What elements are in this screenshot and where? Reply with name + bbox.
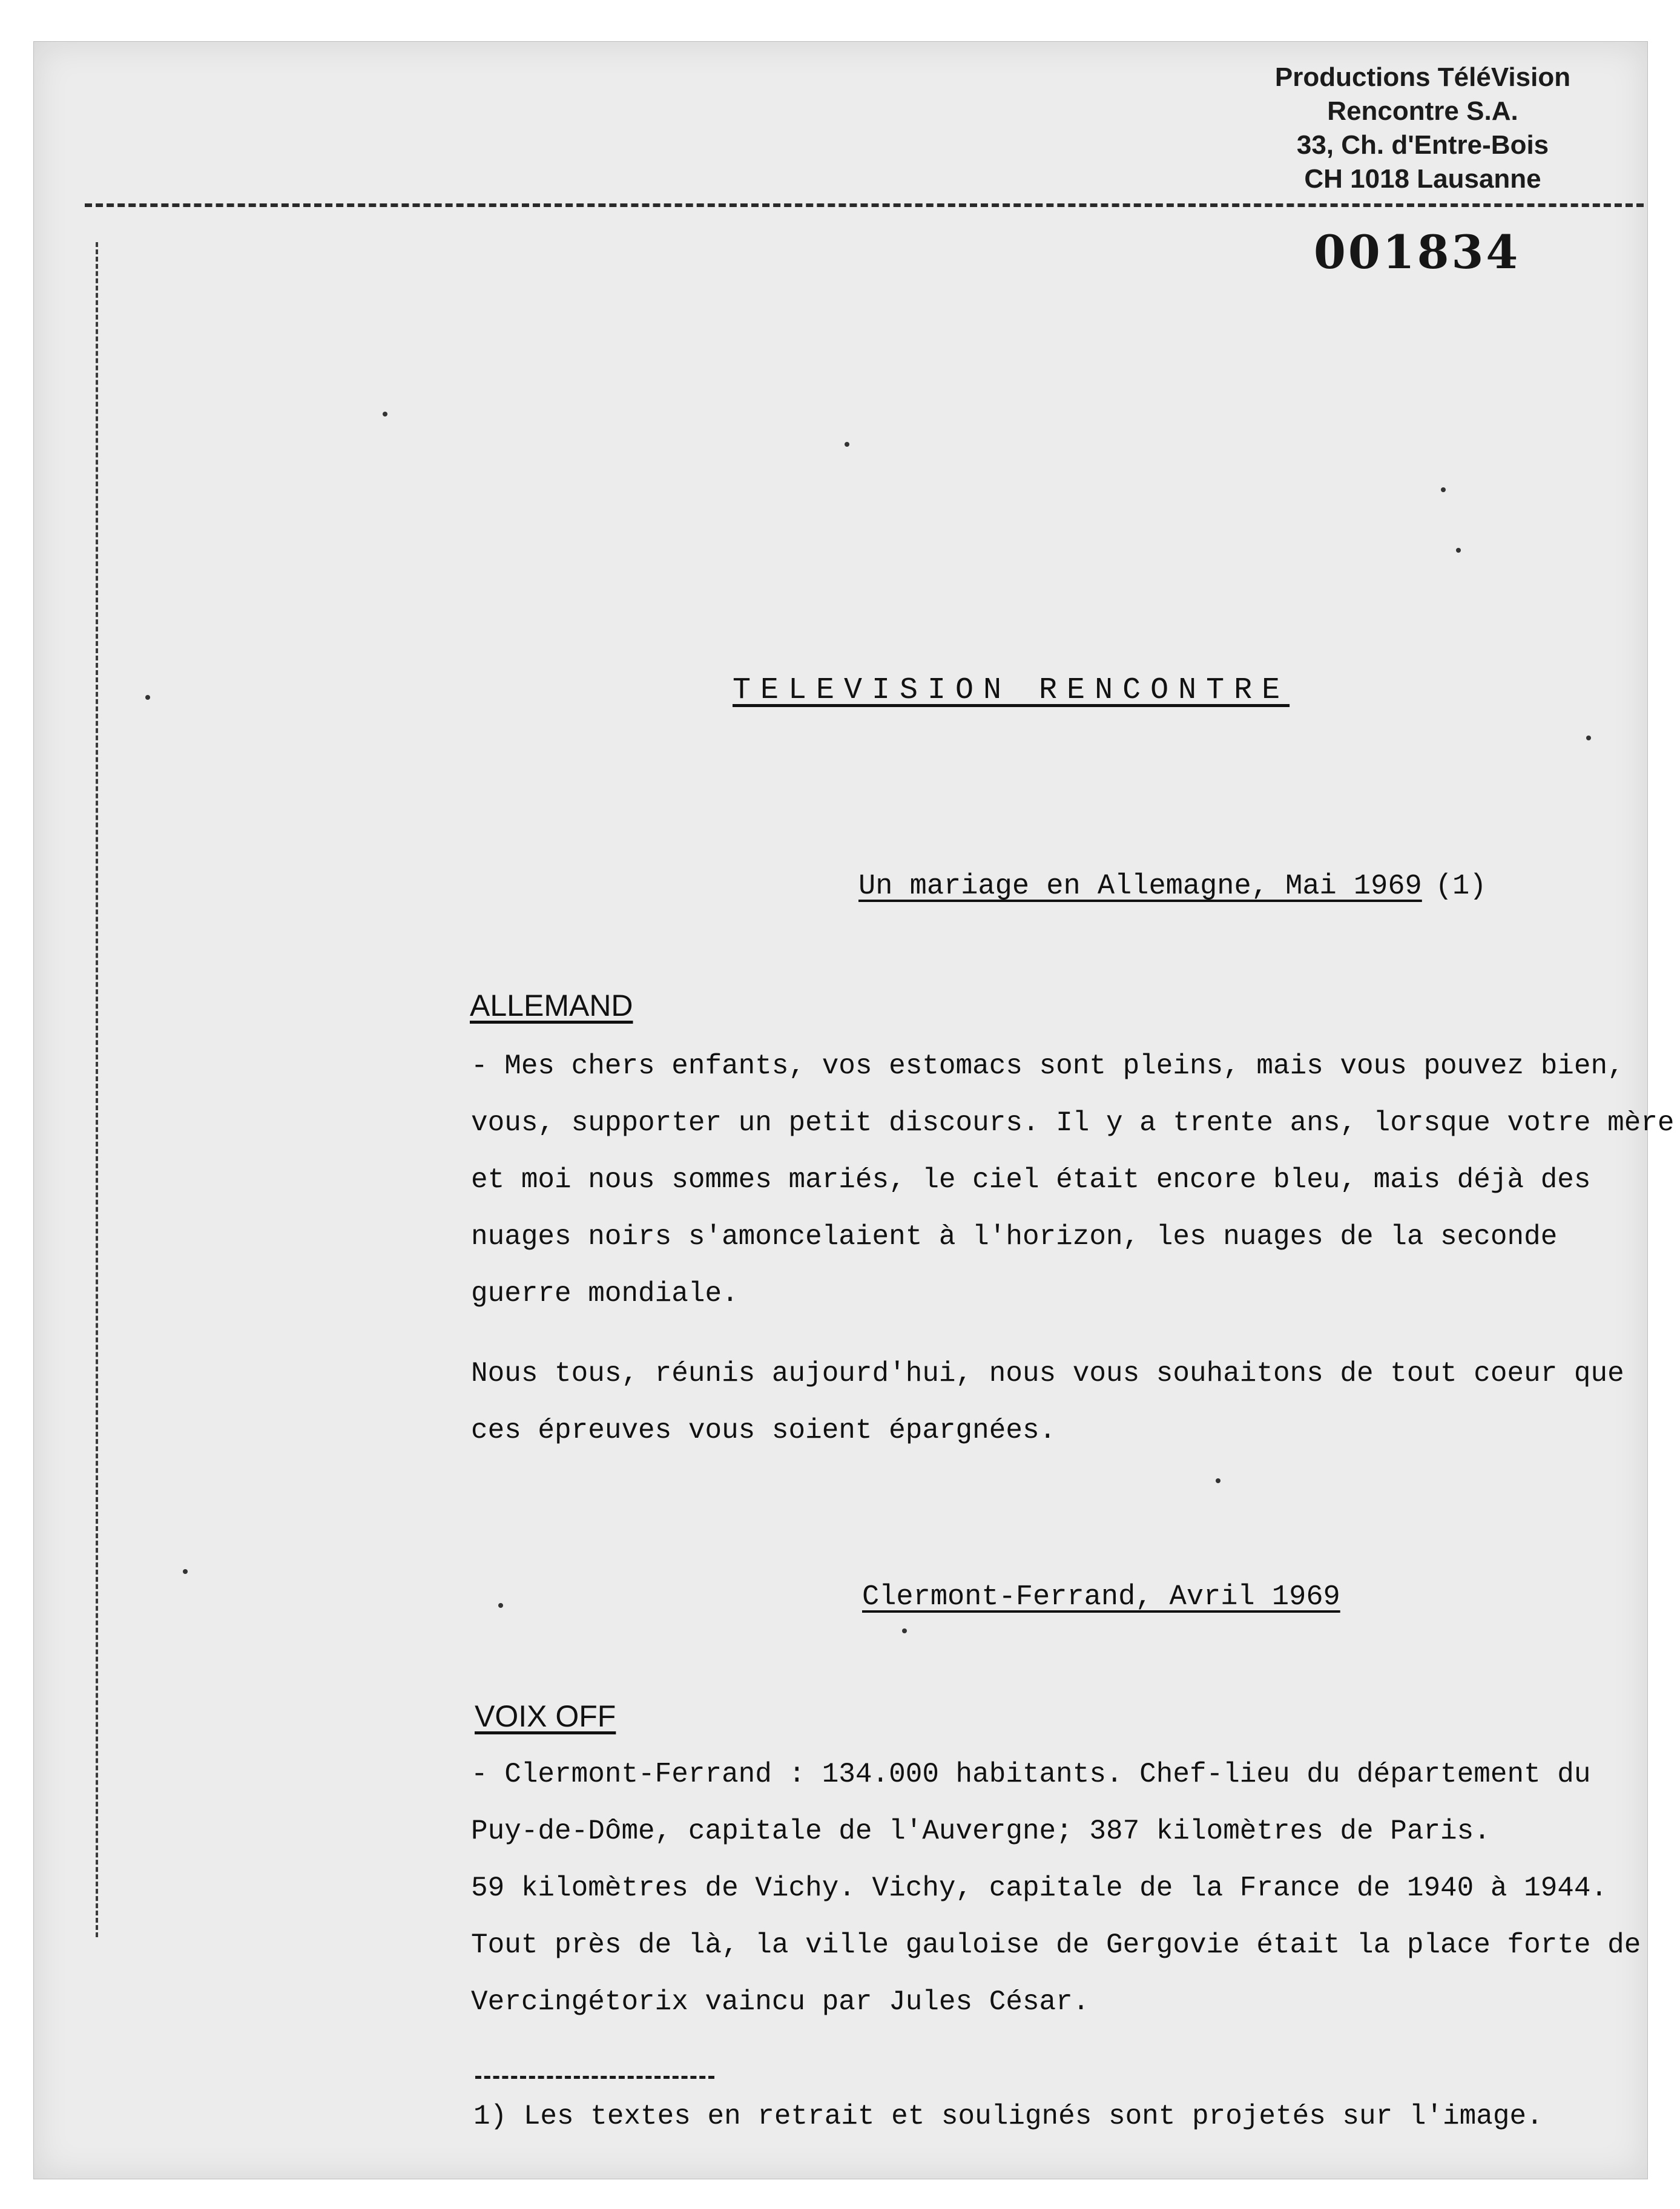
scan-speck [1456,548,1461,553]
speaker-label-allemand: ALLEMAND [470,989,633,1022]
document-number: 001834 [1314,225,1521,279]
stamp-line: Rencontre S.A. [1327,96,1518,126]
speech-paragraph [471,1345,1624,1459]
text-line: - Mes chers enfants, vos estomacs sont pleins, mais vous pouvez bien, [471,1050,1624,1082]
stamp-line: 33, Ch. d'Entre-Bois [1296,130,1549,160]
scan-speck [498,1603,503,1608]
text-line: 59 kilomètres de Vichy. Vichy, capitale de la France de 1940 à 1944. [471,1872,1608,1904]
text-line: et moi nous sommes mariés, le ciel était encore bleu, mais déjà des [471,1164,1591,1196]
perforation-line-vertical [96,242,98,1937]
scan-speck [902,1628,907,1633]
text-line: Vercingétorix vaincu par Jules César. [471,1986,1090,2018]
text-line: Puy-de-Dôme, capitale de l'Auvergne; 387 kilomètres de Paris. [471,1816,1491,1847]
scan-speck [1441,487,1446,492]
company-stamp [1271,61,1574,196]
section-heading-clermont [862,1581,1340,1613]
footnote: 1) Les textes en retrait et soulignés sont projetés sur l'image. [473,2101,1543,2132]
text-line: guerre mondiale. [471,1278,739,1309]
text-line: ces épreuves vous soient épargnées. [471,1415,1056,1446]
text-line: - Clermont-Ferrand : 134.000 habitants. Chef-lieu du département du [471,1759,1591,1790]
narration-paragraph [471,1746,1641,2030]
section-heading-text: Un mariage en Allemagne, Mai 1969 [858,871,1422,903]
text-line: Tout près de là, la ville gauloise de Gergovie était la place forte de [471,1929,1641,1961]
scan-speck [183,1569,188,1574]
scan-speck [845,442,849,447]
document-title: TELEVISION RENCONTRE [733,673,1290,708]
scan-speck [1216,1478,1220,1483]
perforation-line-horizontal [85,203,1644,207]
section-heading-text: Clermont-Ferrand, Avril 1969 [862,1581,1340,1613]
scan-speck [383,412,387,416]
scan-speck [1586,736,1591,740]
scan-speck [145,695,150,700]
section-heading-wedding [858,871,1486,903]
speaker-label-voix-off: VOIX OFF [475,1699,616,1733]
speech-paragraph [471,1038,1675,1322]
stamp-line: CH 1018 Lausanne [1304,164,1541,194]
footnote-separator [475,2076,714,2079]
footnote-reference: (1) [1435,871,1487,903]
text-line: Nous tous, réunis aujourd'hui, nous vous souhaitons de tout coeur que [471,1358,1624,1389]
stamp-line: Productions TéléVision [1274,62,1571,92]
text-line: vous, supporter un petit discours. Il y a trente ans, lorsque votre mère [471,1107,1675,1139]
text-line: nuages noirs s'amoncelaient à l'horizon, les nuages de la seconde [471,1221,1558,1253]
